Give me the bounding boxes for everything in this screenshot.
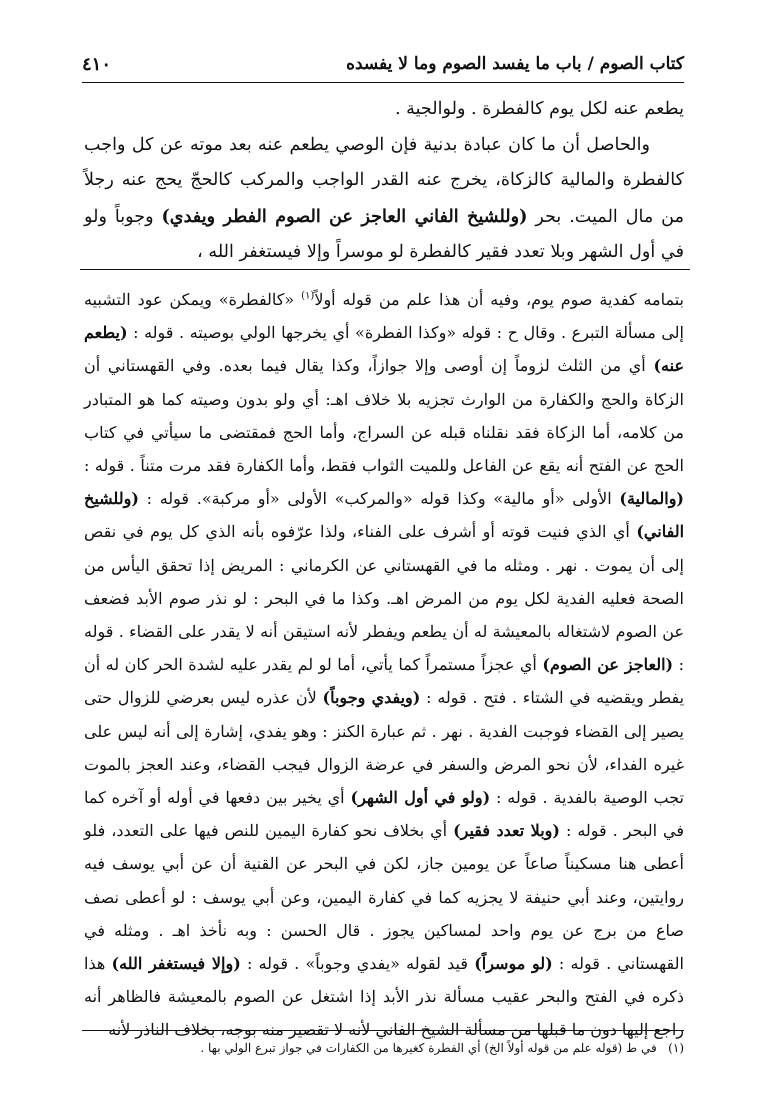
commentary-bold: (والمالية) [619,489,684,509]
commentary-span: الأولى «أو مالية» وكذا قوله «والمركب» الأولى «أو مركبة». قوله : [146,489,612,509]
commentary-span: أي عجزاً مستمراً كما يأتي، أما لو لم يقدر عليه لشدة الحر كان له أن يفطر ويقضيه في الشتاء . فتح . قوله : [84,655,685,708]
commentary-bold: (يطعم عنه) [84,323,685,376]
commentary-span: «كالفطرة» ويمكن عود التشبيه إلى مسألة التبرع . وقال ح : قوله «وكذا الفطرة» أي يخرجها الولي بوصيته . قوله : [84,290,685,343]
footnote-divider [82,1030,684,1031]
commentary-span: هذا ذكره في الفتح والبحر عقيب مسألة نذر الأبد إذا اشتغل عن الصوم بالمعيشة فالظاهر أنه راجع إليها دون ما قبلها من مسألة الشيخ الفاني لأنه لا تقصير منه بوجه، بخلاف الناذر لأنه [84,954,684,1040]
footnote-text: في ط (قوله علم من قوله أولاً الخ) أي الفطرة كغيرها من الكفارات في جواز تبرع الولي بها . [200,1041,657,1055]
footnote-number: (١) [668,1041,684,1055]
main-text-span: وجوباً ولو في أول الشهر وبلا تعدد فقير كالفطرة لو موسراً وإلا فيستغفر الله ، [84,206,684,262]
commentary-span: أي من الثلث لزوماً إن أوصى وإلا جوازاً، وكذا يقال فيما بعده. وفي القهستاني أن الزكاة والحج والكفارة من الوارث تجزيه بلا خلاف اهـ: أي ولو بدون وصيته كما هو المتبادر من كلامه، أما الزكاة فقد نقلناه قبله عن السراج، وأما الحج فمقتضى ما سيأتي في كتاب الحج عن الفتح أنه يقع عن الفاعل وللميت الثواب فقط، وأما الكفارة فقد مرت متناً . قوله : [84,356,684,476]
running-title: كتاب الصوم / باب ما يفسد الصوم وما لا يفسده [346,54,684,74]
commentary-bold: (ولو في أول الشهر) [350,788,491,808]
main-text [84,92,684,271]
commentary-span: قيد لقوله «يفدي وجوباً» . قوله : [246,954,468,974]
commentary-bold: (العاجز عن الصوم) [542,655,674,675]
main-text-span: والحاصل أن ما كان عبادة بدنية فإن الوصي يطعم عنه بعد موته عن كل واجب كالفطرة والمالية كالزكاة، يخرج عنه القدر الواجب والمركب كالحجّ يحج عنه رجلاً من مال الميت. بحر [84,134,684,227]
commentary-bold: (وللشيخ الفاني) [84,489,685,542]
commentary-bold: (ويفدي وجوباً) [322,688,421,708]
page-header [82,52,684,83]
commentary-paragraph [84,283,684,1047]
commentary-bold: (وبلا تعدد فقير) [453,821,560,841]
commentary-bold: (لو موسراً) [474,954,553,974]
main-text-line: يطعم عنه لكل يوم كالفطرة . ولوالجية . [394,99,684,119]
main-text-bold: (وللشيخ الفاني العاجز عن الصوم الفطر ويفدي) [161,205,528,227]
main-text-paragraph [84,128,684,271]
footnote [84,1041,684,1055]
page-number: ٤١٠ [82,54,112,75]
commentary-span: أي بخلاف نحو كفارة اليمين للنص فيها على التعدد، فلو أعطى هنا مسكيناً صاعاً عن يومين جاز، لكن في البحر عن القنية أن عن أبي يوسف فيه روايتين، وعند أبي حنيفة لا يجزيه كما في كفارة اليمين، وعن أبي يوسف : لو أعطى نصف صاع من برج عن يوم واحد لمساكين يجوز . قال الحسن : وبه نأخذ اهـ . ومثله في القهستاني . قوله : [84,821,684,974]
commentary-span: بتمامه كفدية صوم يوم، وفيه أن هذا علم من قوله أولاً [314,290,685,309]
commentary-bold: (وإلا فيستغفر الله) [111,954,241,974]
footnote-ref: (١) [301,290,315,302]
commentary-text [84,283,684,1047]
commentary-span: أي يخير بين دفعها في أوله أو آخره كما في البحر . قوله : [84,788,684,841]
section-divider [80,269,690,270]
commentary-span: أي الذي فنيت قوته أو أشرف على الفناء، ولذا عرّفوه بأنه الذي كل يوم في نقص إلى أن يموت . نهر . ومثله ما في القهستاني عن الكرماني : المريض إذا تحقق اليأس من الصحة فعليه الفدية لكل يوم من المرض اهـ. وكذا ما في البحر : لو نذر صوم الأبد فضعف عن الصوم لاشتغاله بالمعيشة له أن يطعم ويفطر لأنه استيقن أنه لا يقدر على القضاء . قوله : [84,522,685,675]
commentary-span: لأن عذره ليس بعرضي للزوال حتى يصير إلى القضاء فوجبت الفدية . نهر . ثم عبارة الكنز : وهو يفدي، إشارة إلى أنه ليس على غيره الفداء، لأن نحو المرض والسفر في عرضة الزوال فيجب القضاء، وعند العجز بالموت تجب الوصية بالفدية . قوله : [84,688,684,808]
